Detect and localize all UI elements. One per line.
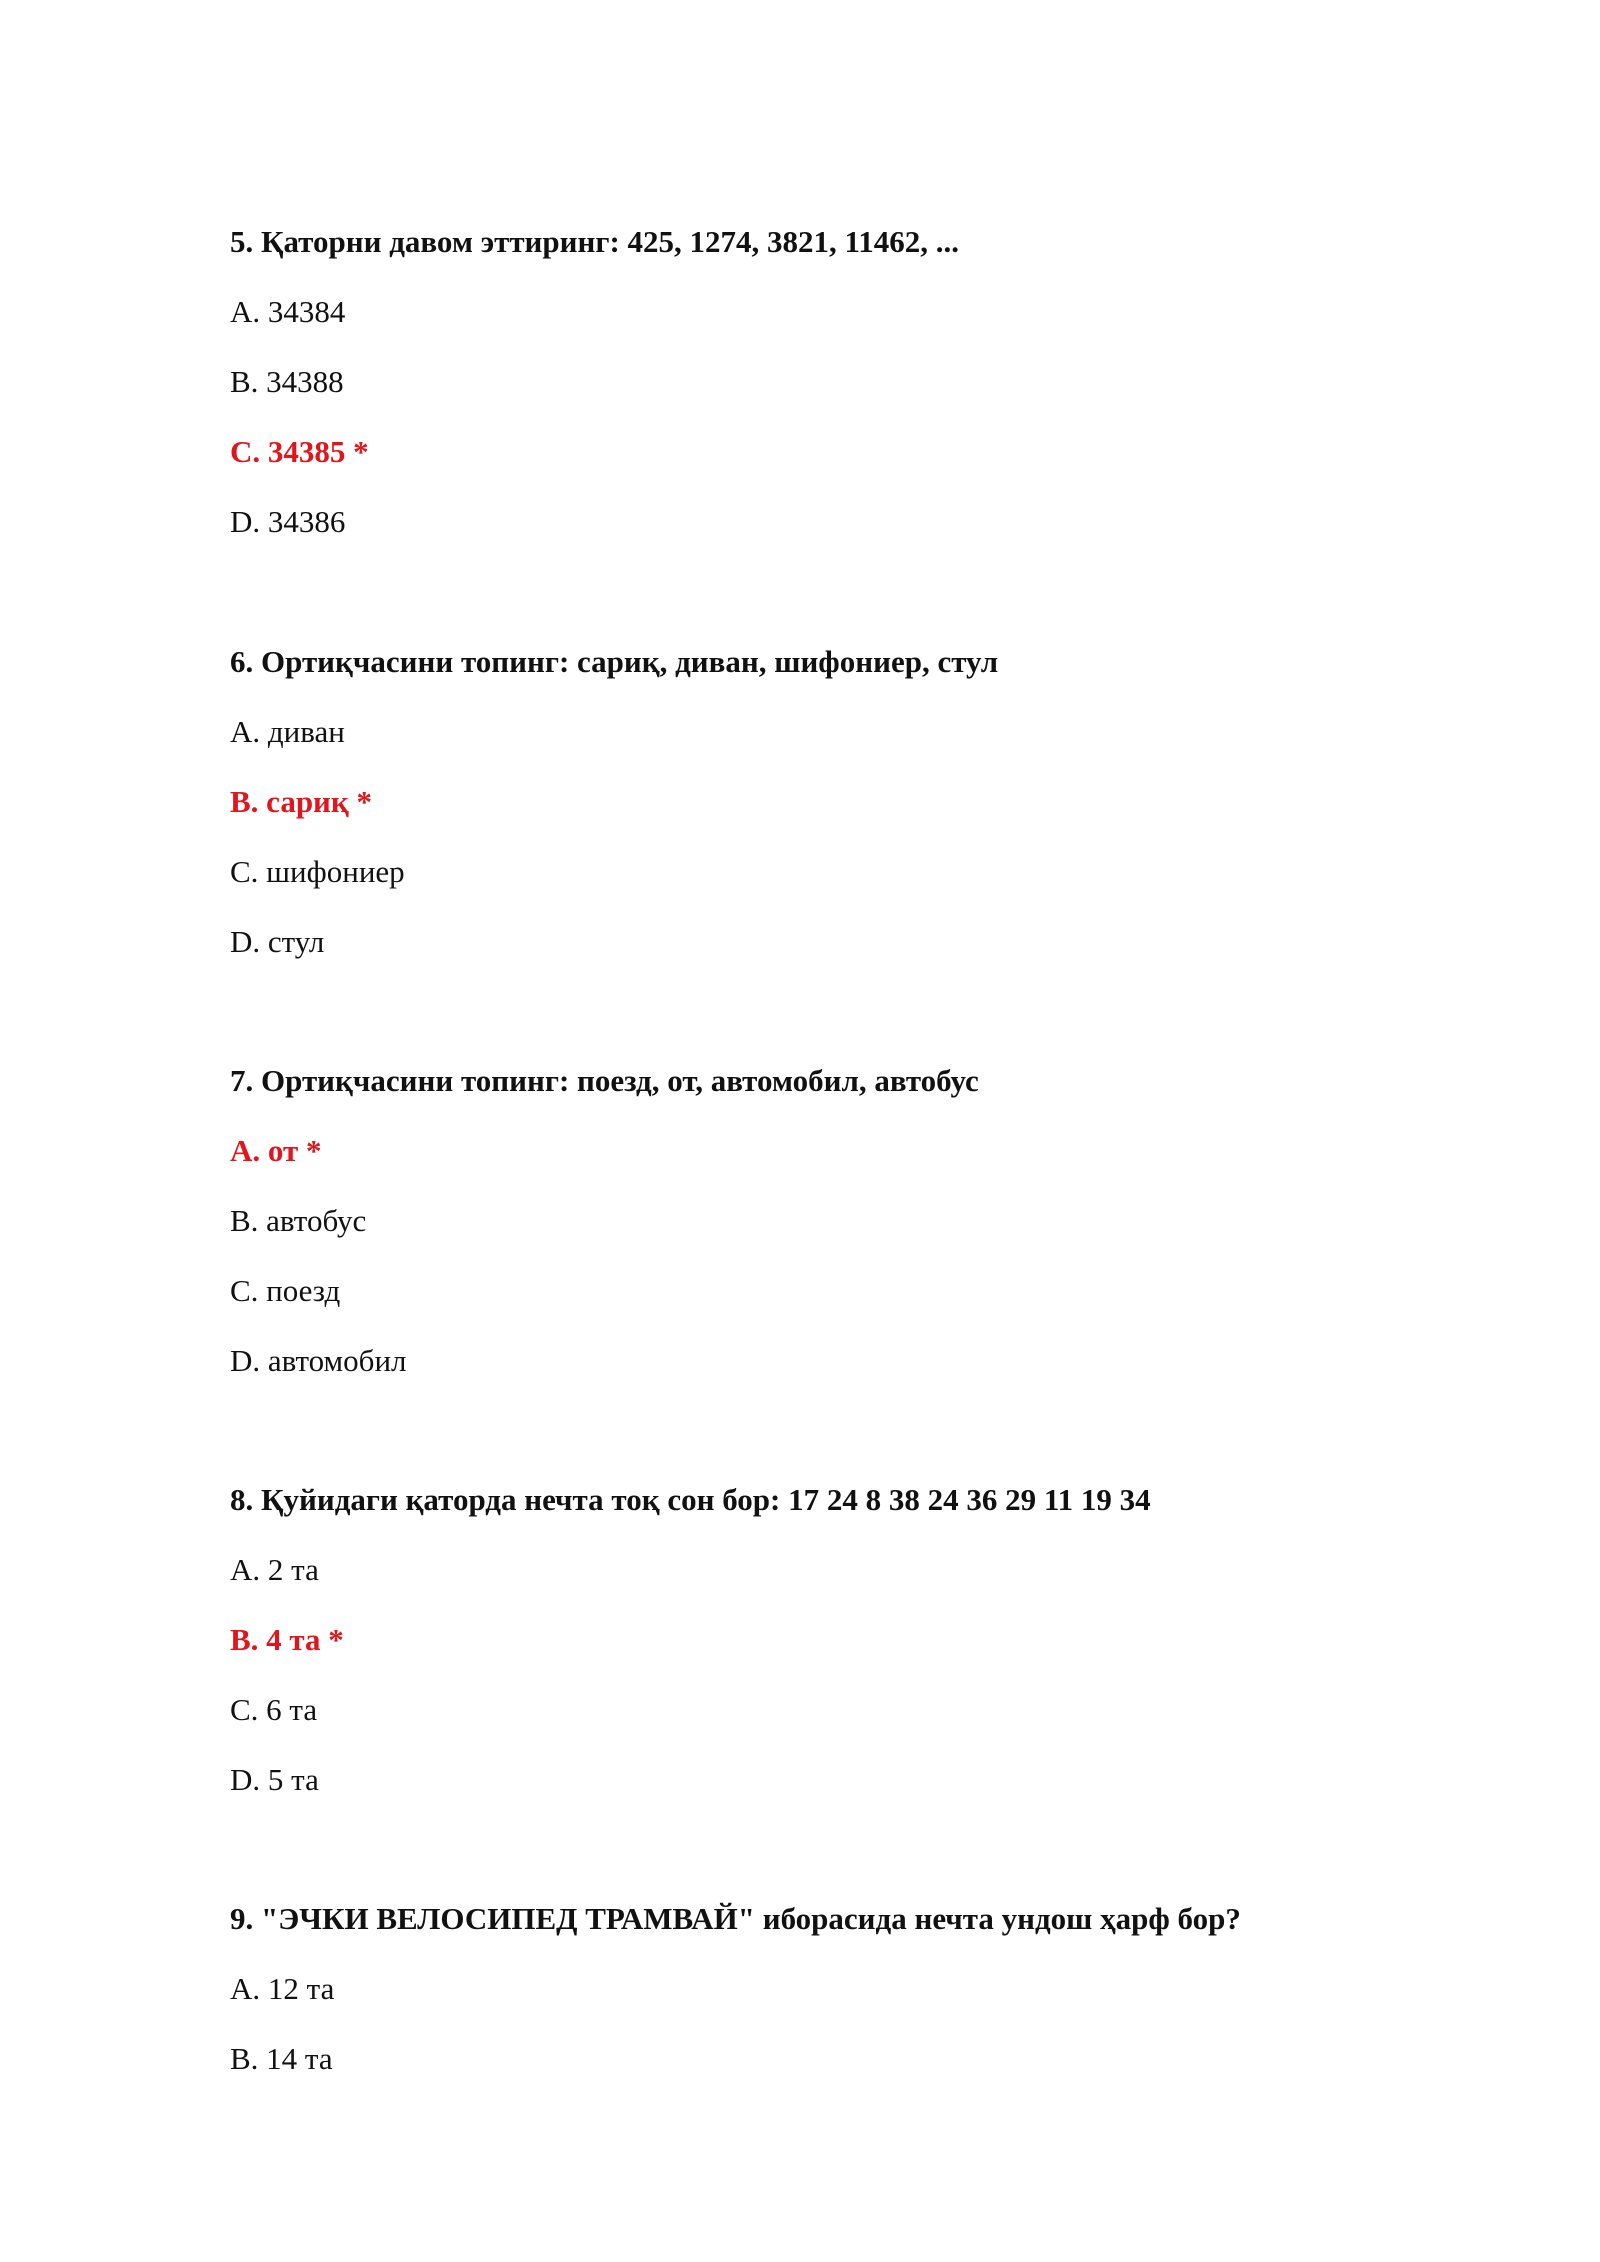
answer-option-a: A. диван xyxy=(230,714,345,749)
answer-option-d: D. 5 та xyxy=(230,1762,319,1797)
answer-option-c: C. поезд xyxy=(230,1273,341,1308)
question-6 xyxy=(230,642,1430,962)
question-8 xyxy=(230,1480,1430,1800)
answer-option-d: D. стул xyxy=(230,924,325,959)
answer-option-c-correct: C. 34385 * xyxy=(230,434,369,469)
question-title: 6. Ортиқчасини топинг: сариқ, диван, шифониер, стул xyxy=(230,644,999,679)
question-title: 9. "ЭЧКИ ВЕЛОСИПЕД ТРАМВАЙ" иборасида нечта ундош ҳарф бор? xyxy=(230,1901,1241,1936)
answer-option-b: B. 14 та xyxy=(230,2041,333,2076)
answer-option-b-correct: B. сариқ * xyxy=(230,784,373,819)
question-5 xyxy=(230,222,1430,542)
answer-option-a: A. 12 та xyxy=(230,1971,335,2006)
answer-option-b-correct: B. 4 та * xyxy=(230,1622,344,1657)
question-title: 7. Ортиқчасини топинг: поезд, от, автомобил, автобус xyxy=(230,1063,979,1098)
question-9 xyxy=(230,1899,1430,2079)
answer-option-d: D. 34386 xyxy=(230,504,346,539)
answer-option-c: C. 6 та xyxy=(230,1692,318,1727)
answer-option-a: A. 34384 xyxy=(230,294,346,329)
answer-option-a: A. 2 та xyxy=(230,1552,319,1587)
answer-option-d: D. автомобил xyxy=(230,1343,407,1378)
answer-option-c: C. шифониер xyxy=(230,854,405,889)
answer-option-a-correct: A. от * xyxy=(230,1133,322,1168)
answer-option-b: B. автобус xyxy=(230,1203,367,1238)
question-title: 5. Қаторни давом эттиринг: 425, 1274, 3821, 11462, ... xyxy=(230,224,960,259)
answer-option-b: B. 34388 xyxy=(230,364,344,399)
question-title: 8. Қуйидаги қаторда нечта тоқ сон бор: 17 24 8 38 24 36 29 11 19 34 xyxy=(230,1482,1151,1517)
question-7 xyxy=(230,1061,1430,1381)
